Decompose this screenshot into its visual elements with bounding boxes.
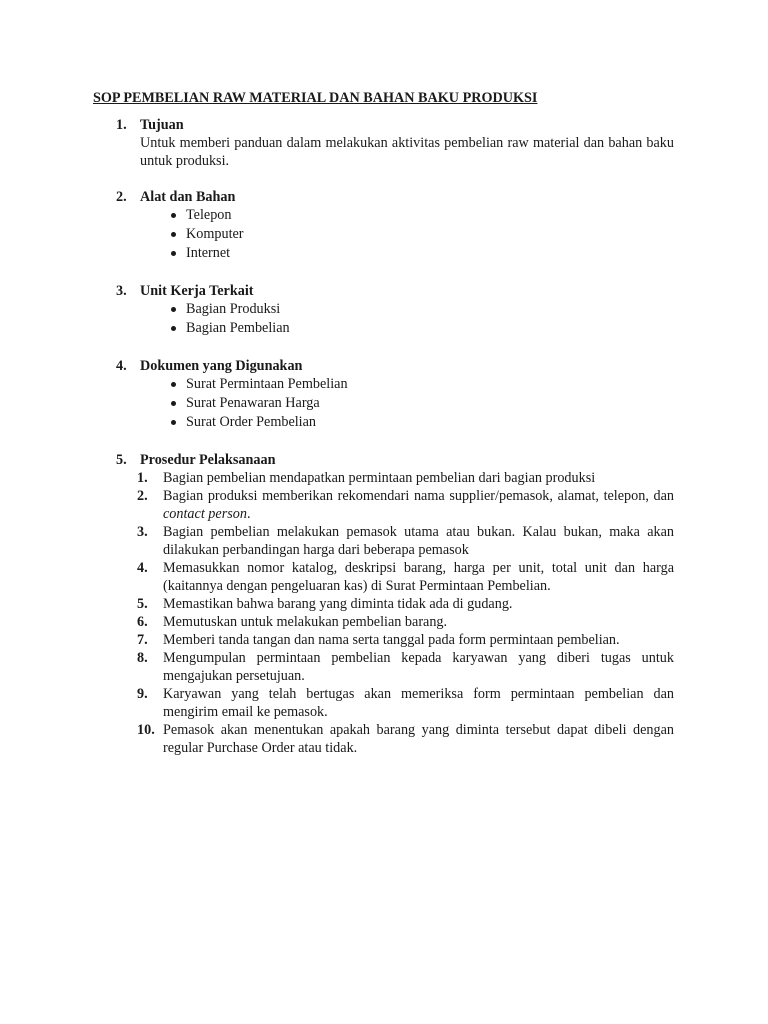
- step-number: 5.: [137, 596, 148, 612]
- step-text-tail: .: [246, 506, 251, 522]
- bullet-icon: [171, 232, 176, 237]
- step-text: Memberi tanda tangan dan nama serta tanggal pada form permintaan pembelian.: [163, 632, 620, 648]
- step-item: [137, 487, 674, 523]
- section-4-title: Dokumen yang Digunakan: [140, 358, 303, 374]
- bullet-icon: [171, 401, 176, 406]
- step-item: [137, 613, 674, 631]
- list-item: [171, 206, 244, 225]
- step-item: [137, 469, 674, 487]
- bullet-icon: [171, 420, 176, 425]
- bullet-icon: [171, 213, 176, 218]
- step-text-italic: contact person: [163, 506, 247, 522]
- bullet-icon: [171, 382, 176, 387]
- list-item: [171, 375, 348, 394]
- list-item-label: Bagian Pembelian: [186, 320, 290, 336]
- step-number: 7.: [137, 632, 148, 648]
- list-item-label: Telepon: [186, 207, 232, 223]
- section-2-number: 2.: [116, 189, 127, 205]
- list-item-label: Surat Penawaran Harga: [186, 395, 320, 411]
- step-text: Mengumpulan permintaan pembelian kepada karyawan yang diberi tugas untuk mengajukan persetujuan.: [163, 650, 674, 684]
- step-item: [137, 649, 674, 685]
- step-number: 9.: [137, 686, 148, 702]
- bullet-icon: [171, 251, 176, 256]
- section-4-list: [171, 375, 348, 432]
- bullet-icon: [171, 307, 176, 312]
- section-4-number: 4.: [116, 358, 127, 374]
- step-number: 6.: [137, 614, 148, 630]
- step-text: Memastikan bahwa barang yang diminta tidak ada di gudang.: [163, 596, 513, 612]
- section-2-list: [171, 206, 244, 263]
- section-4-heading: [116, 357, 302, 375]
- list-item: [171, 319, 290, 338]
- step-item: [137, 631, 674, 649]
- document-title: SOP PEMBELIAN RAW MATERIAL DAN BAHAN BAKU PRODUKSI: [93, 90, 538, 106]
- procedure-steps: [137, 469, 674, 757]
- step-text: Karyawan yang telah bertugas akan memeriksa form permintaan pembelian dan mengirim email ke pemasok.: [163, 686, 674, 720]
- step-item: [137, 595, 674, 613]
- step-text: Bagian pembelian melakukan pemasok utama atau bukan. Kalau bukan, maka akan dilakukan perbandingan harga dari beberapa pemasok: [163, 524, 674, 558]
- step-text: Pemasok akan menentukan apakah barang yang diminta tersebut dapat dibeli dengan regular Purchase Order atau tidak.: [163, 722, 674, 756]
- step-text: Memasukkan nomor katalog, deskripsi barang, harga per unit, total unit dan harga (kaitannya dengan pengeluaran kas) di Surat Permintaan Pembelian.: [163, 560, 674, 594]
- list-item: [171, 244, 244, 263]
- step-text: Bagian pembelian mendapatkan permintaan pembelian dari bagian produksi: [163, 470, 596, 486]
- section-5-number: 5.: [116, 452, 127, 468]
- section-5-heading: [116, 451, 275, 469]
- list-item: [171, 225, 244, 244]
- list-item: [171, 413, 348, 432]
- step-number: 10.: [137, 722, 155, 738]
- section-5-title: Prosedur Pelaksanaan: [140, 452, 276, 468]
- section-1-text: Untuk memberi panduan dalam melakukan aktivitas pembelian raw material dan bahan baku untuk produksi.: [140, 135, 674, 169]
- step-number: 4.: [137, 560, 148, 576]
- list-item-label: Surat Permintaan Pembelian: [186, 376, 348, 392]
- section-1-number: 1.: [116, 117, 127, 133]
- step-text: Bagian produksi memberikan rekomendari nama supplier/pemasok, alamat, telepon, dan: [163, 488, 674, 504]
- section-2-heading: [116, 188, 235, 206]
- list-item: [171, 394, 348, 413]
- step-number: 2.: [137, 488, 148, 504]
- section-3-heading: [116, 282, 254, 300]
- step-text: Memutuskan untuk melakukan pembelian barang.: [163, 614, 448, 630]
- section-1-heading: [116, 116, 184, 134]
- section-3-list: [171, 300, 290, 338]
- step-item: [137, 523, 674, 559]
- step-number: 3.: [137, 524, 148, 540]
- section-1-title: Tujuan: [140, 117, 184, 133]
- list-item: [171, 300, 290, 319]
- section-3-number: 3.: [116, 283, 127, 299]
- step-number: 8.: [137, 650, 148, 666]
- list-item-label: Bagian Produksi: [186, 301, 281, 317]
- list-item-label: Surat Order Pembelian: [186, 414, 317, 430]
- list-item-label: Internet: [186, 245, 231, 261]
- step-item: [137, 721, 674, 757]
- section-2-title: Alat dan Bahan: [140, 189, 236, 205]
- step-item: [137, 559, 674, 595]
- section-3-title: Unit Kerja Terkait: [140, 283, 254, 299]
- step-item: [137, 685, 674, 721]
- list-item-label: Komputer: [186, 226, 244, 242]
- step-number: 1.: [137, 470, 148, 486]
- bullet-icon: [171, 326, 176, 331]
